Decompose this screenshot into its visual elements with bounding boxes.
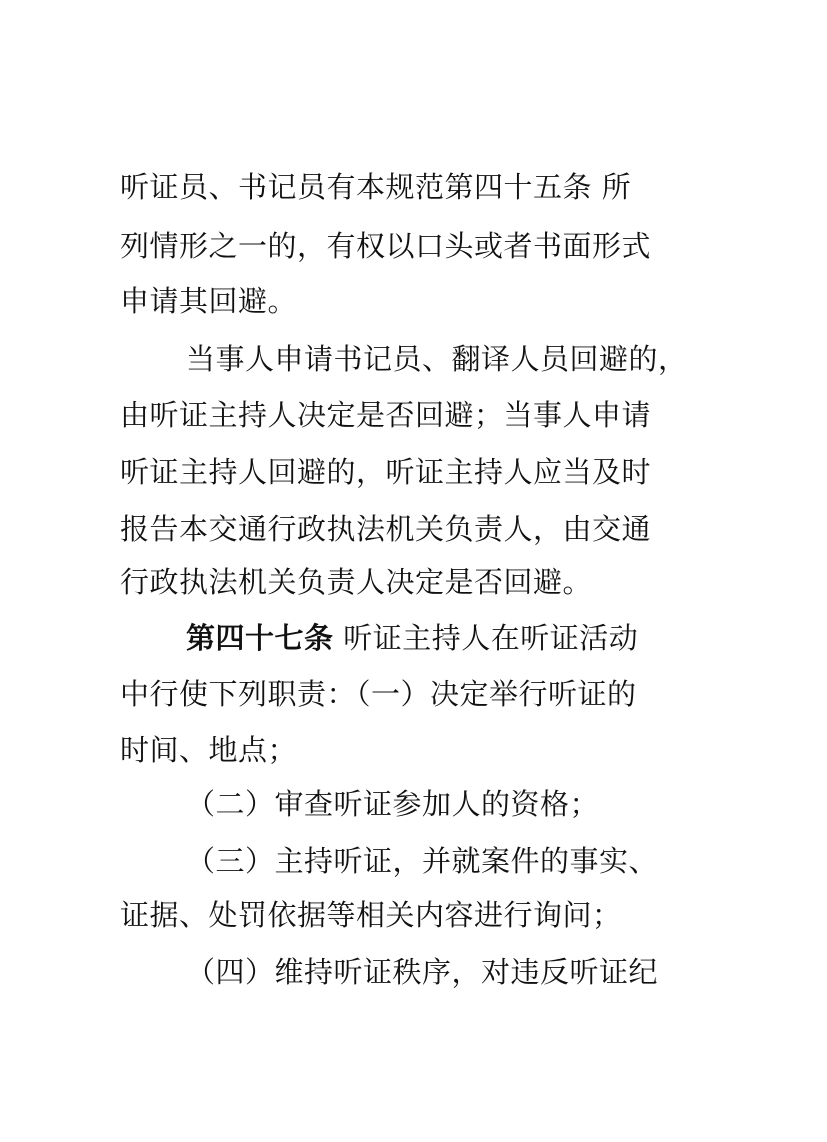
text-line-3: 申请其回避。 <box>120 284 298 318</box>
article-text: 听证主持人在听证活动 <box>343 621 639 655</box>
text-line-2: 列情形之一的，有权以口头或者书面形式 <box>120 229 652 263</box>
text-line-10: 中行使下列职责：（一）决定举行听证的 <box>120 677 637 711</box>
text-line-5: 由听证主持人决定是否回避；当事人申请 <box>120 398 652 432</box>
text-line-11: 时间、地点； <box>120 733 298 767</box>
text-line-6: 听证主持人回避的，听证主持人应当及时 <box>120 455 652 489</box>
text-line-15: （四）维持听证秩序，对违反听证纪 <box>186 955 659 989</box>
article-line <box>186 608 786 668</box>
text-line-13: （三）主持听证，并就案件的事实、 <box>186 844 659 878</box>
text-line-8: 行政执法机关负责人决定是否回避。 <box>120 565 593 599</box>
text-line-4: 当事人申请书记员、翻译人员回避的， <box>186 342 688 376</box>
text-line-12: （二）审查听证参加人的资格； <box>186 787 600 821</box>
article-heading: 第四十七条 <box>186 621 334 655</box>
text-line-14: 证据、处罚依据等相关内容进行询问； <box>120 898 622 932</box>
text-line-7: 报告本交通行政执法机关负责人，由交通 <box>120 512 652 546</box>
text-line-1: 听证员、书记员有本规范第四十五条 所 <box>120 170 632 204</box>
